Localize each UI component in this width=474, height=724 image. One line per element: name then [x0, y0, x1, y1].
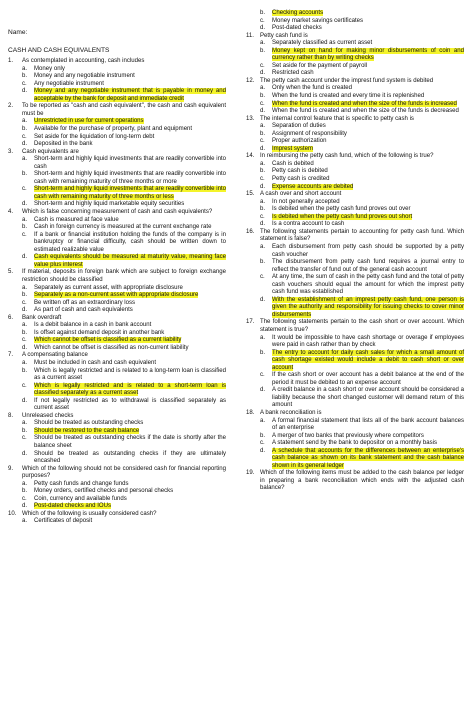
option-letter: a. [22, 322, 28, 329]
question-number: 16. [246, 228, 255, 235]
option-letter: a. [260, 198, 266, 205]
answer-option [22, 224, 226, 232]
option-text: When the fund is created and every time it is replenished [272, 93, 425, 100]
answer-option [22, 134, 226, 142]
option-text: If the cash short or over account has a debit balance at the end of the period it must be debited to an expense account [272, 372, 464, 386]
answer-option [22, 360, 226, 368]
option-letter: b. [22, 126, 28, 133]
option-letter: c. [260, 62, 265, 69]
option-text: Money kept on hand for making minor disbursements of coin and currency rather than by writing checks [272, 47, 464, 62]
question-item [8, 58, 226, 66]
question-text: If material, deposits in foreign bank which are subject to foreign exchange restriction should be classified [22, 269, 226, 283]
option-letter: c. [22, 80, 27, 87]
question-text: Which is false concerning measurement of cash and cash equivalents? [22, 209, 213, 216]
question-item [246, 78, 464, 86]
question-number: 6. [8, 314, 14, 321]
answer-option [260, 221, 464, 229]
option-letter: c. [260, 138, 265, 145]
option-letter: b. [260, 93, 266, 100]
option-text: Short-term and highly liquid investments that are readily convertible into cash with remaining maturity of three months or less [34, 186, 226, 200]
option-letter: b. [22, 224, 28, 231]
option-letter: d. [260, 145, 266, 152]
question-number: 8. [8, 412, 14, 419]
question-text: The internal control feature that is specific to petty cash is [260, 115, 414, 122]
option-letter: c. [22, 337, 27, 344]
question-text: Unreleased checks [22, 412, 74, 419]
option-text: Must be included in cash and cash equivalent [34, 359, 157, 366]
option-text: Short-term and highly liquid investments that are readily convertible into cash with remaining maturity of three months or more [34, 171, 226, 185]
answer-option [22, 435, 226, 450]
option-text: Short-term and highly liquid marketable equity securities [34, 201, 185, 208]
option-text: Be written off as an extraordinary loss [34, 299, 136, 306]
answer-option [22, 66, 226, 74]
option-letter: a. [260, 417, 266, 424]
option-text: Is offset against demand deposit in another bank [34, 329, 165, 336]
question-item [8, 209, 226, 217]
question-number: 7. [8, 352, 14, 359]
option-letter: c. [22, 299, 27, 306]
question-number: 18. [246, 409, 255, 416]
answer-option-highlighted [260, 297, 464, 320]
option-text: Set aside for the liquidation of long-term debt [34, 133, 155, 140]
option-letter: c. [260, 274, 265, 281]
option-text: Cash is debited [272, 160, 314, 167]
option-letter: c. [22, 186, 27, 193]
option-text: Only when the fund is created [272, 85, 353, 92]
answer-option-highlighted [22, 383, 226, 398]
answer-option [22, 451, 226, 466]
option-letter: d. [22, 88, 28, 95]
option-text: A credit balance in a cash short or over account should be considered a liability because the short changed customer will demand return of this amount [272, 387, 464, 409]
question-number: 17. [246, 319, 255, 326]
option-text: Which is legally restricted and is related to a short-term loan is classified separately as a current asset [34, 382, 226, 397]
option-letter: b. [260, 206, 266, 213]
question-text: As contemplated in accounting, cash includes [22, 58, 145, 65]
option-text: Should be treated as outstanding checks if the date is shortly after the balance sheet [34, 435, 226, 449]
option-letter: d. [22, 141, 28, 148]
option-text: Which is legally restricted and is related to a long-term loan is classified as a current asset [34, 367, 226, 382]
option-text: When the fund is created and when the size of the funds is decreased [272, 108, 459, 115]
option-letter: c. [260, 176, 265, 183]
page-title: CASH AND CASH EQUIVALENTS [8, 46, 110, 54]
option-text: Any negotiable instrument [34, 80, 104, 87]
option-text: Is a contra account to cash [272, 221, 345, 228]
option-letter: c. [260, 213, 265, 220]
question-item [246, 319, 464, 334]
question-text: The following statements pertain to the cash short or over account. Which statement is true? [260, 319, 464, 333]
answer-option-highlighted [260, 214, 464, 222]
option-text: It would be impossible to have cash shortage or overage if employees were paid in cash rather than by check [272, 334, 464, 349]
answer-option [22, 307, 226, 315]
option-text: Post-dated checks and IOUs [34, 503, 111, 510]
question-number: 11. [246, 32, 254, 39]
option-letter: c. [22, 435, 27, 442]
option-letter: a. [260, 243, 266, 250]
option-letter: d. [22, 307, 28, 314]
option-letter: b. [22, 171, 28, 178]
answer-option-highlighted [22, 292, 226, 300]
option-text: Assignment of responsibility [272, 130, 347, 137]
option-letter: b. [22, 488, 28, 495]
option-letter: b. [260, 259, 266, 266]
answer-option [22, 345, 226, 353]
question-text: A compensating balance [22, 352, 88, 359]
question-item [246, 33, 464, 41]
option-letter: c. [260, 440, 265, 447]
option-letter: b. [22, 292, 28, 299]
option-letter: a. [22, 518, 28, 525]
option-text: Is debited when the petty cash fund proves out over [272, 206, 411, 213]
option-text: A statement send by the bank to depositor on a monthly basis [272, 440, 438, 447]
question-item [8, 149, 226, 157]
question-number: 3. [8, 148, 14, 155]
answer-option [260, 85, 464, 93]
question-number: 14. [246, 153, 255, 160]
option-letter: a. [260, 40, 266, 47]
option-text: If a bank or financial institution holding the funds of the company is in bankruptcy or financial difficulty, cash should be written down to estimated realizable value [34, 231, 226, 253]
option-letter: d. [22, 503, 28, 510]
option-letter: c. [260, 17, 265, 24]
answer-option [22, 518, 226, 526]
option-text: Money orders, certified checks and personal checks [34, 488, 174, 495]
option-text: Cash is measured at face value [34, 216, 119, 223]
question-number: 19. [246, 470, 255, 477]
option-letter: a. [260, 85, 266, 92]
question-item [246, 410, 464, 418]
question-text: Which of the following is usually considered cash? [22, 510, 157, 517]
answer-option [22, 156, 226, 171]
option-letter: b. [260, 10, 266, 16]
answer-option [260, 25, 464, 33]
option-letter: b. [260, 432, 266, 439]
answer-option-highlighted [22, 337, 226, 345]
question-text: A cash over and short account [260, 191, 342, 198]
option-letter: d. [22, 397, 28, 404]
answer-option [260, 372, 464, 387]
question-number: 15. [246, 191, 255, 198]
option-letter: a. [22, 65, 28, 72]
answer-option [22, 496, 226, 504]
option-text: Money market savings certificates [272, 17, 364, 24]
option-text: Separately as a non-current asset with appropriate disclosure [34, 292, 199, 299]
option-letter: d. [260, 447, 266, 454]
question-number: 4. [8, 209, 14, 216]
option-letter: d. [22, 201, 28, 208]
question-number: 10. [8, 510, 17, 517]
option-letter: a. [260, 160, 266, 167]
option-letter: b. [260, 47, 266, 54]
option-text: As part of cash and cash equivalents [34, 307, 133, 314]
answer-option-highlighted [260, 184, 464, 192]
option-letter: d. [260, 296, 266, 303]
option-letter: d. [260, 25, 266, 32]
answer-option [22, 420, 226, 428]
option-text: A formal financial statement that lists all of the bank account balances of an enterprise [272, 417, 464, 432]
answer-option [22, 481, 226, 489]
option-letter: b. [22, 427, 28, 434]
option-text: Unrestricted in use for current operations [34, 118, 144, 125]
question-item [246, 116, 464, 124]
option-letter: a. [22, 480, 28, 487]
question-text: In reimbursing the petty cash fund, which of the following is true? [260, 153, 434, 160]
question-item [246, 229, 464, 244]
answer-option [260, 433, 464, 441]
question-item [8, 466, 226, 481]
answer-option [22, 201, 226, 209]
answer-option [260, 70, 464, 78]
answer-option [22, 285, 226, 293]
option-letter: c. [22, 495, 27, 502]
question-text: Which of the following should not be considered cash for financial reporting purposes? [22, 465, 226, 480]
answer-option [22, 488, 226, 496]
question-text: Cash equivalents are [22, 148, 79, 155]
answer-option-highlighted [22, 254, 226, 269]
option-letter: c. [260, 372, 265, 379]
name-label: Name: [8, 29, 28, 36]
question-item [8, 315, 226, 323]
answer-option-highlighted [22, 88, 226, 103]
question-item [8, 352, 226, 360]
answer-option [260, 259, 464, 274]
option-text: If not legally restricted as to withdrawal is classified separately as current asset [34, 397, 226, 412]
answer-option [22, 330, 226, 338]
option-text: Which cannot be offset is classified as a current liability [34, 337, 182, 344]
answer-option [260, 418, 464, 433]
answer-option-highlighted [260, 350, 464, 373]
question-text: To be reported as "cash and cash equivalent", the cash and cash equivalent must be [22, 103, 226, 117]
question-item [246, 470, 464, 493]
question-number: 12. [246, 77, 255, 84]
option-text: Cash in foreign currency is measured at the current exchange rate [34, 224, 212, 231]
question-item [8, 103, 226, 118]
option-letter: d. [260, 387, 266, 394]
option-text: Separately classified as current asset [272, 40, 373, 47]
answer-option-highlighted [22, 503, 226, 511]
answer-option [260, 63, 464, 71]
option-letter: d. [22, 254, 28, 261]
option-letter: d. [260, 221, 266, 228]
option-letter: d. [260, 108, 266, 115]
option-text: At any time, the sum of cash in the petty cash fund and the total of petty cash vouchers should equal the amount for which the imprest petty cash fund was established [272, 274, 464, 296]
option-letter: c. [22, 382, 27, 389]
option-text: Expense accounts are debited [272, 183, 354, 190]
option-letter: b. [22, 329, 28, 336]
question-number: 9. [8, 465, 14, 472]
option-letter: b. [260, 130, 266, 137]
answer-option [260, 138, 464, 146]
answer-option [22, 398, 226, 413]
option-letter: b. [22, 73, 28, 80]
answer-option [260, 274, 464, 297]
option-letter: a. [22, 284, 28, 291]
question-number: 5. [8, 269, 14, 276]
answer-option [260, 387, 464, 410]
option-text: Imprest system [272, 145, 313, 152]
question-text: A bank reconciliation is [260, 409, 322, 416]
answer-option-highlighted [260, 10, 464, 18]
answer-option [260, 168, 464, 176]
option-letter: a. [260, 123, 266, 130]
question-item [8, 511, 226, 519]
answer-option [260, 18, 464, 26]
option-text: Money and any negotiable instrument [34, 73, 135, 80]
option-letter: d. [260, 70, 266, 77]
option-letter: b. [260, 349, 266, 356]
option-text: Available for the purchase of property, plant and equipment [34, 126, 193, 133]
option-letter: d. [260, 183, 266, 190]
option-text: Money only [34, 65, 65, 72]
option-letter: b. [260, 168, 266, 175]
option-text: Which cannot be offset is classified as non-current liability [34, 344, 189, 351]
answer-option [260, 108, 464, 116]
left-column [8, 10, 226, 526]
option-text: Post-dated checks [272, 25, 322, 32]
option-letter: a. [260, 334, 266, 341]
question-number: 1. [8, 58, 14, 65]
option-text: Set aside for the payment of payroll [272, 62, 368, 69]
answer-option-highlighted [22, 428, 226, 436]
option-letter: a. [22, 118, 28, 125]
answer-option [260, 40, 464, 48]
question-text: The following statements pertain to accounting for petty cash fund. Which statement is false? [260, 228, 464, 243]
option-letter: c. [22, 133, 27, 140]
answer-option [22, 81, 226, 89]
answer-option [260, 93, 464, 101]
question-text: The petty cash account under the imprest fund system is debited [260, 77, 434, 84]
option-text: Should be restored to the cash balance [34, 427, 140, 434]
question-item [8, 269, 226, 284]
option-text: Petty cash is credited [272, 176, 330, 183]
question-text: Petty cash fund is [260, 32, 308, 39]
option-text: Should be treated as outstanding checks [34, 420, 144, 427]
option-text: The entry to account for daily cash sales for which a small amount of cash shortage existed would include a debit to cash short or over account [272, 349, 464, 371]
option-text: When the fund is created and when the size of the funds is increased [272, 100, 457, 107]
option-text: Is a debit balance in a cash in bank account [34, 322, 152, 329]
option-letter: d. [22, 450, 28, 457]
option-text: Should be treated as outstanding checks if they are ultimately encashed [34, 450, 226, 465]
option-text: Checking accounts [272, 10, 324, 16]
option-letter: c. [22, 231, 27, 238]
answer-option [22, 171, 226, 186]
answer-option-highlighted [260, 146, 464, 154]
right-column [246, 10, 464, 493]
option-text: A merger of two banks that previously where competitors [272, 432, 424, 439]
option-letter: d. [22, 344, 28, 351]
option-text: Is debited when the petty cash fund proves out short [272, 213, 413, 220]
option-text: Short-term and highly liquid investments that are readily convertible into cash [34, 156, 226, 170]
option-text: In not generally accepted [272, 198, 340, 205]
option-text: Proper authorization [272, 138, 327, 145]
answer-option [260, 244, 464, 259]
option-text: Cash equivalents should be measured at maturity value, meaning face value plus interest [34, 254, 226, 268]
option-text: Separation of duties [272, 123, 326, 130]
question-text: Bank overdraft [22, 314, 62, 321]
answer-option [260, 123, 464, 131]
question-number: 2. [8, 103, 14, 110]
answer-option [260, 131, 464, 139]
answer-option-highlighted [260, 448, 464, 471]
answer-option [22, 232, 226, 255]
option-text: Certificates of deposit [34, 518, 93, 525]
option-text: Petty cash funds and change funds [34, 480, 129, 487]
option-text: Restricted cash [272, 70, 314, 77]
answer-option [260, 176, 464, 184]
answer-option [22, 300, 226, 308]
option-text: The disbursement from petty cash fund requires a journal entry to reflect the transfer of fund out of the general cash account [272, 259, 464, 273]
answer-option [260, 206, 464, 214]
option-letter: a. [22, 156, 28, 163]
option-text: Deposited in the bank [34, 141, 93, 148]
answer-option [260, 199, 464, 207]
answer-option [22, 322, 226, 330]
question-number: 13. [246, 115, 255, 122]
question-text: Which of the following items must be added to the cash balance per ledger in preparing a bank reconciliation which ends with the adjusted cash balance? [260, 470, 464, 492]
answer-option [22, 368, 226, 383]
question-item [246, 153, 464, 161]
answer-option-highlighted [260, 101, 464, 109]
option-letter: b. [22, 367, 28, 374]
option-text: Coin, currency and available funds [34, 495, 127, 502]
answer-option [260, 335, 464, 350]
option-letter: a. [22, 359, 28, 366]
answer-option-highlighted [22, 118, 226, 126]
option-text: A schedule that accounts for the differences between an enterprise's cash balance as shown on its bank statement and the cash balance shown in its general ledger [272, 447, 464, 469]
option-letter: c. [260, 100, 265, 107]
answer-option-highlighted [260, 48, 464, 63]
answer-option [22, 126, 226, 134]
option-text: Separately as current asset, with appropriate disclosure [34, 284, 183, 291]
option-letter: a. [22, 420, 28, 427]
option-text: Petty cash is debited [272, 168, 328, 175]
answer-option [260, 161, 464, 169]
answer-option [22, 217, 226, 225]
option-text: Each disbursement from petty cash should be supported by a petty cash voucher [272, 243, 464, 258]
answer-option [260, 440, 464, 448]
option-text: With the establishment of an imprest petty cash fund, one person is given the authority and responsibility for issuing checks to cover minor disbursements [272, 296, 464, 318]
option-text: Money and any negotiable instrument that is payable in money and acceptable by the bank for deposit and immediate credit [34, 88, 226, 102]
answer-option [22, 141, 226, 149]
answer-option-highlighted [22, 186, 226, 201]
question-item [246, 191, 464, 199]
question-item [8, 413, 226, 421]
answer-option [22, 73, 226, 81]
option-letter: a. [22, 216, 28, 223]
